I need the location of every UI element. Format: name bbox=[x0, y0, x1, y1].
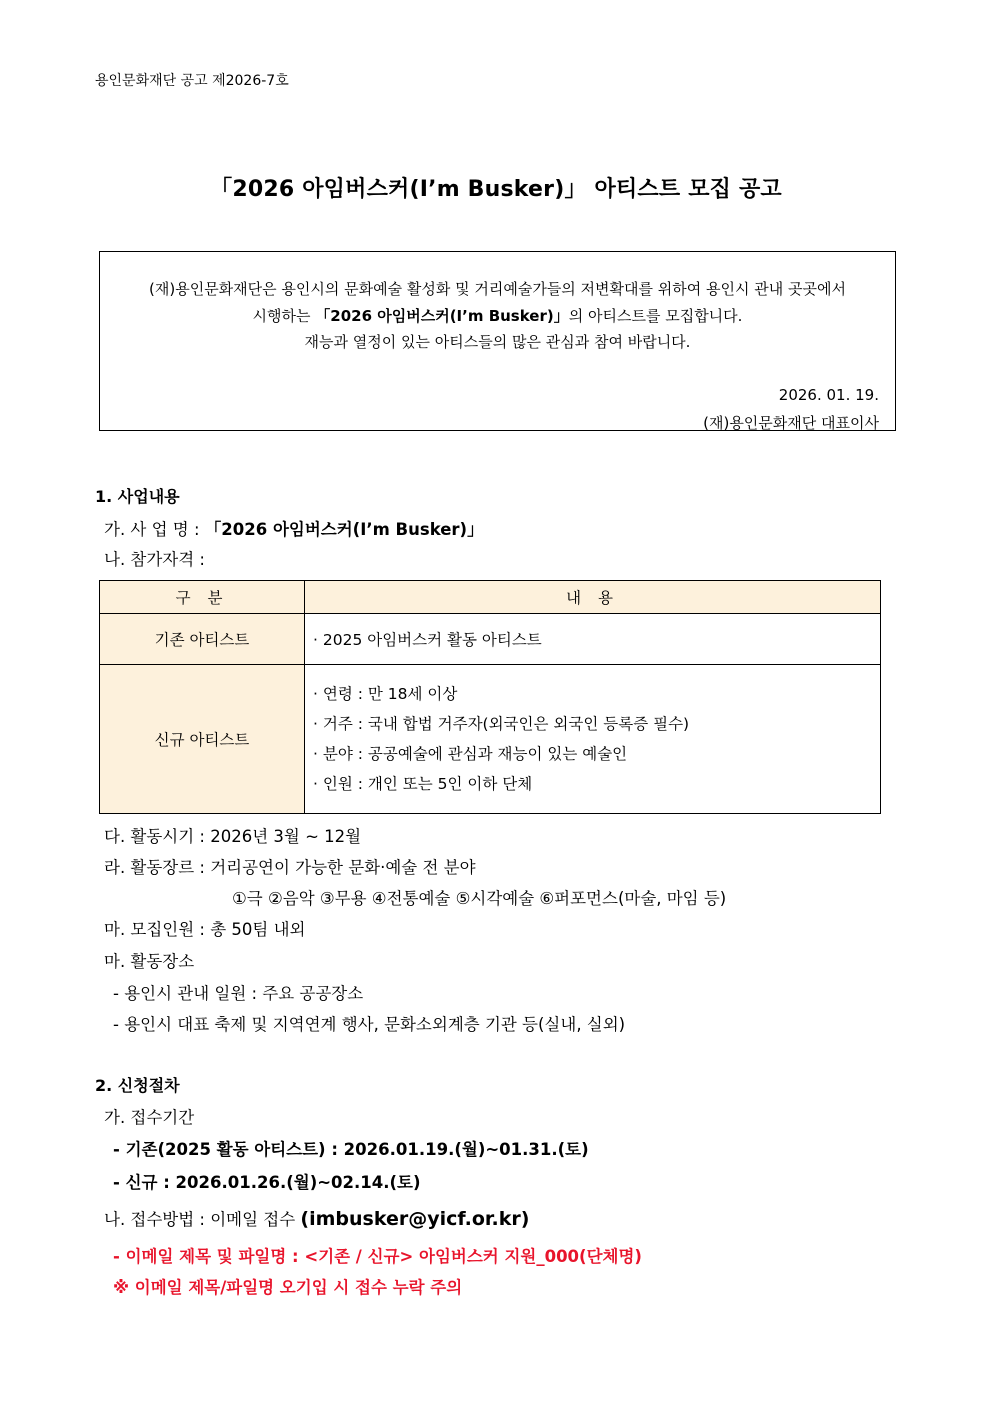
new-artist-age: · 연령 : 만 18세 이상 bbox=[313, 685, 458, 703]
intro-box bbox=[99, 251, 896, 431]
intro-line-2 bbox=[100, 305, 895, 326]
section-2-heading: 2. 신청절차 bbox=[95, 1076, 180, 1095]
application-period-label: 가. 접수기간 bbox=[104, 1108, 195, 1127]
table-row-new bbox=[100, 665, 881, 814]
table-header-row bbox=[100, 581, 881, 614]
document-title: 「2026 아임버스커(I’m Busker)」 아티스트 모집 공고 bbox=[210, 177, 782, 202]
new-application-period: - 신규 : 2026.01.26.(월)~02.14.(토) bbox=[113, 1173, 421, 1192]
intro-line-1: (재)용인문화재단은 용인시의 문화예술 활성화 및 거리예술가들의 저변확대를 위하여 용인시 관내 곳곳에서 bbox=[149, 280, 846, 298]
existing-application-period: - 기존(2025 활동 아티스트) : 2026.01.19.(월)~01.31.(토) bbox=[113, 1140, 589, 1159]
intro-signer: (재)용인문화재단 대표이사 bbox=[703, 414, 879, 432]
application-method-line bbox=[104, 1206, 529, 1230]
section-1-heading: 1. 사업내용 bbox=[95, 487, 180, 506]
project-name-line bbox=[104, 516, 484, 540]
new-artist-label: 신규 아티스트 bbox=[100, 665, 305, 814]
project-name-label: 가. 사 업 명 : bbox=[104, 520, 205, 539]
table-row-existing bbox=[100, 614, 881, 665]
intro-line-2-suffix: 의 아티스트를 모집합니다. bbox=[568, 307, 743, 325]
intro-project-name: 「2026 아임버스커(I’m Busker)」 bbox=[315, 307, 569, 325]
intro-line-2-prefix: 시행하는 bbox=[252, 307, 316, 325]
activity-genre: 라. 활동장르 : 거리공연이 가능한 문화·예술 전 분야 bbox=[104, 858, 476, 877]
activity-genre-list: ①극 ②음악 ③무용 ④전통예술 ⑤시각예술 ⑥퍼포먼스(마술, 마임 등) bbox=[232, 889, 727, 908]
email-warning: ※ 이메일 제목/파일명 오기입 시 접수 누락 주의 bbox=[113, 1278, 463, 1297]
existing-artist-content: · 2025 아임버스커 활동 아티스트 bbox=[305, 614, 881, 665]
new-artist-content bbox=[305, 665, 881, 814]
venue-item-2: - 용인시 대표 축제 및 지역연계 행사, 문화소외계층 기관 등(실내, 실외) bbox=[113, 1015, 626, 1034]
venue-item-1: - 용인시 관내 일원 : 주요 공공장소 bbox=[113, 984, 364, 1003]
application-email: (imbusker@yicf.or.kr) bbox=[300, 1208, 530, 1230]
intro-date: 2026. 01. 19. bbox=[778, 386, 879, 404]
new-artist-field: · 분야 : 공공예술에 관심과 재능이 있는 예술인 bbox=[313, 745, 628, 763]
activity-period: 다. 활동시기 : 2026년 3월 ~ 12월 bbox=[104, 827, 362, 846]
existing-artist-label: 기존 아티스트 bbox=[100, 614, 305, 665]
eligibility-table bbox=[99, 580, 881, 814]
venue-label: 마. 활동장소 bbox=[104, 952, 195, 971]
new-artist-residence: · 거주 : 국내 합법 거주자(외국인은 외국인 등록증 필수) bbox=[313, 715, 690, 733]
table-header-content: 내 용 bbox=[305, 581, 881, 614]
recruit-count: 마. 모집인원 : 총 50팀 내외 bbox=[104, 920, 306, 939]
table-header-category: 구 분 bbox=[100, 581, 305, 614]
project-name-value: 「2026 아임버스커(I’m Busker)」 bbox=[204, 520, 484, 539]
notice-number: 용인문화재단 공고 제2026-7호 bbox=[95, 73, 289, 89]
intro-line-3: 재능과 열정이 있는 아티스들의 많은 관심과 참여 바랍니다. bbox=[304, 333, 691, 351]
eligibility-label: 나. 참가자격 : bbox=[104, 550, 205, 569]
application-method-label: 나. 접수방법 : 이메일 접수 bbox=[104, 1210, 301, 1229]
new-artist-members: · 인원 : 개인 또는 5인 이하 단체 bbox=[313, 775, 533, 793]
email-subject-rule: - 이메일 제목 및 파일명 : <기존 / 신규> 아임버스커 지원_000(단체명) bbox=[113, 1247, 642, 1266]
